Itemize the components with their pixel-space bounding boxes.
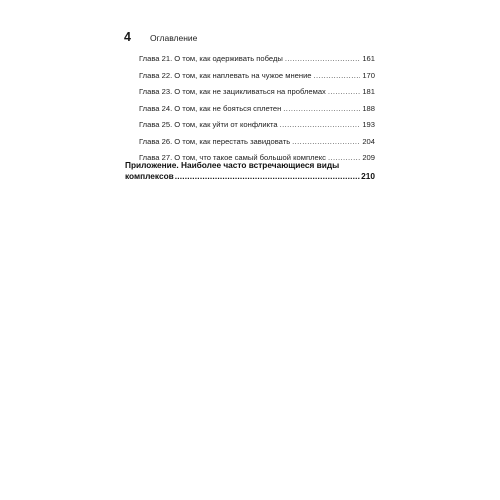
toc-entry-page: 188 [362, 103, 375, 113]
running-head [124, 30, 197, 44]
page-number: 4 [124, 30, 131, 44]
appendix-title-line2-row [125, 171, 375, 182]
toc-entry-page: 161 [362, 54, 375, 63]
toc-entry-title: Глава 26. О том, как перестать завидовать [139, 136, 291, 146]
appendix-title-line2: комплексов [125, 171, 174, 181]
toc-entry-title: Глава 23. О том, как не зацикливаться на проблемах [139, 87, 326, 96]
toc-entry-chapter-23 [139, 87, 375, 97]
dot-leader [328, 87, 360, 97]
toc-entry-page: 181 [362, 87, 375, 96]
toc-entry-page: 193 [362, 120, 375, 129]
table-of-contents [139, 54, 375, 170]
toc-entry-title: Глава 27. О том, что такое самый большой комплекс [139, 153, 326, 162]
toc-entry-title: Глава 24. О том, как не бояться сплетен [139, 103, 282, 113]
toc-entry-title: Глава 21. О том, как одерживать победы [139, 54, 283, 63]
dot-leader [280, 120, 361, 130]
toc-entry-chapter-25 [139, 120, 375, 130]
appendix-title-line1: Приложение. Наиболее часто встречающиеся виды [125, 160, 340, 170]
dot-leader [314, 71, 361, 81]
toc-entry-chapter-22 [139, 71, 375, 81]
dot-leader [175, 171, 360, 182]
toc-entry-page: 204 [362, 136, 375, 146]
toc-entry-title: Глава 22. О том, как наплевать на чужое мнение [139, 70, 312, 80]
dot-leader [285, 54, 360, 64]
toc-entry-title: Глава 25. О том, как уйти от конфликта [139, 120, 278, 129]
toc-entry-chapter-24 [139, 104, 375, 114]
toc-entry-page: 209 [362, 153, 375, 162]
dot-leader [283, 104, 360, 114]
toc-entry-chapter-26 [139, 137, 375, 147]
toc-entry-page: 170 [362, 70, 375, 80]
toc-entry-chapter-21 [139, 54, 375, 64]
dot-leader [292, 137, 360, 147]
appendix-page: 210 [361, 171, 375, 181]
toc-entry-appendix [125, 160, 375, 182]
running-title: Оглавление [150, 33, 198, 43]
